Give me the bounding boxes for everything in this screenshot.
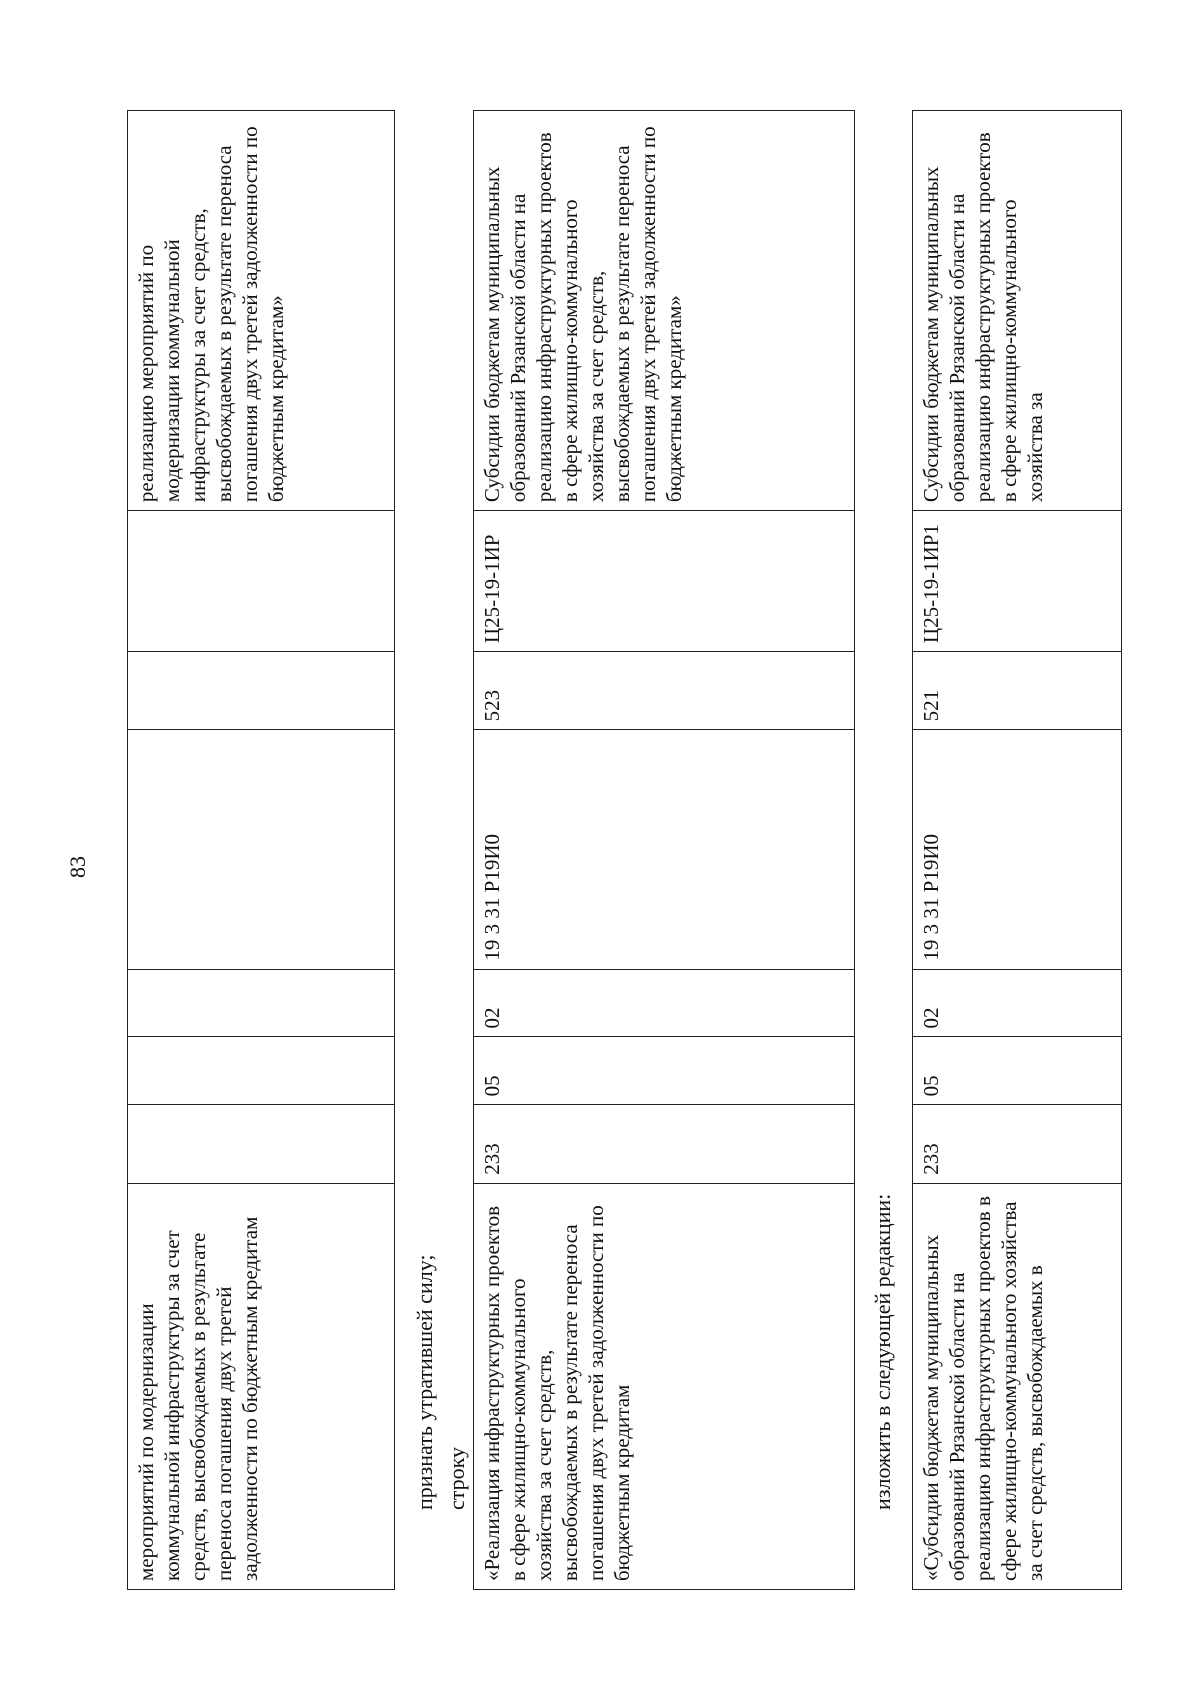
instruction-text-2: строку xyxy=(444,1446,469,1510)
code-cell-6 xyxy=(128,511,395,652)
code-cell-3 xyxy=(128,969,395,1037)
code-cell-2: 05 xyxy=(474,1037,855,1105)
code-cell-1 xyxy=(128,1105,395,1183)
table-row xyxy=(474,111,855,1590)
row-description-cell: Субсидии бюджетам муниципальных образований Рязанской области на реализацию инфраструктурных проектов в сфере жилищно-коммунального хозяйства за счет средств, высвобождаемых в результате переноса погашения двух третей задолженности по бюджетным кредитам» xyxy=(474,111,855,511)
code-cell-4 xyxy=(128,730,395,969)
row-name-cell: мероприятий по модернизации коммунальной инфраструктуры за счет средств, высвобождаемых в результате переноса погашения двух третей задолженности по бюджетным кредитам xyxy=(128,1183,395,1589)
row-description-cell: Субсидии бюджетам муниципальных образований Рязанской области на реализацию инфраструктурных проектов в сфере жилищно-коммунального хозяйства за xyxy=(913,111,1122,511)
code-cell-5: 523 xyxy=(474,652,855,730)
code-cell-1: 233 xyxy=(474,1105,855,1183)
code-cell-5: 521 xyxy=(913,652,1122,730)
code-cell-2: 05 xyxy=(913,1037,1122,1105)
code-cell-3: 02 xyxy=(913,969,1122,1037)
instruction-text-3: изложить в следующей редакции: xyxy=(870,1193,895,1510)
page-number: 83 xyxy=(65,856,90,878)
row-description-cell: реализацию мероприятий по модернизации коммунальной инфраструктуры за счет средств, высвобождаемых в результате переноса погашения двух третей задолженности по бюджетным кредитам» xyxy=(128,111,395,511)
instruction-text-1: признать утратившей силу; xyxy=(412,1254,437,1510)
code-cell-3: 02 xyxy=(474,969,855,1037)
table-row xyxy=(913,111,1122,1590)
row-name-cell: «Реализация инфраструктурных проектов в сфере жилищно-коммунального хозяйства за счет средств, высвобождаемых в результате переноса погашения двух третей задолженности по бюджетным кредитам xyxy=(474,1183,855,1589)
row-name-cell: «Субсидии бюджетам муниципальных образований Рязанской области на реализацию инфраструктурных проектов в сфере жилищно-коммунального хозяйства за счет средств, высвобождаемых в xyxy=(913,1183,1122,1589)
code-cell-6: Ц25-19-1ИР xyxy=(474,511,855,652)
code-cell-4: 19 3 31 Р19И0 xyxy=(474,730,855,969)
code-cell-2 xyxy=(128,1037,395,1105)
table-middle xyxy=(473,110,855,1590)
code-cell-5 xyxy=(128,652,395,730)
table-bottom xyxy=(912,110,1122,1590)
code-cell-6: Ц25-19-1ИР1 xyxy=(913,511,1122,652)
table-row xyxy=(128,111,395,1590)
code-cell-4: 19 3 31 Р19И0 xyxy=(913,730,1122,969)
code-cell-1: 233 xyxy=(913,1105,1122,1183)
table-top xyxy=(127,110,395,1590)
